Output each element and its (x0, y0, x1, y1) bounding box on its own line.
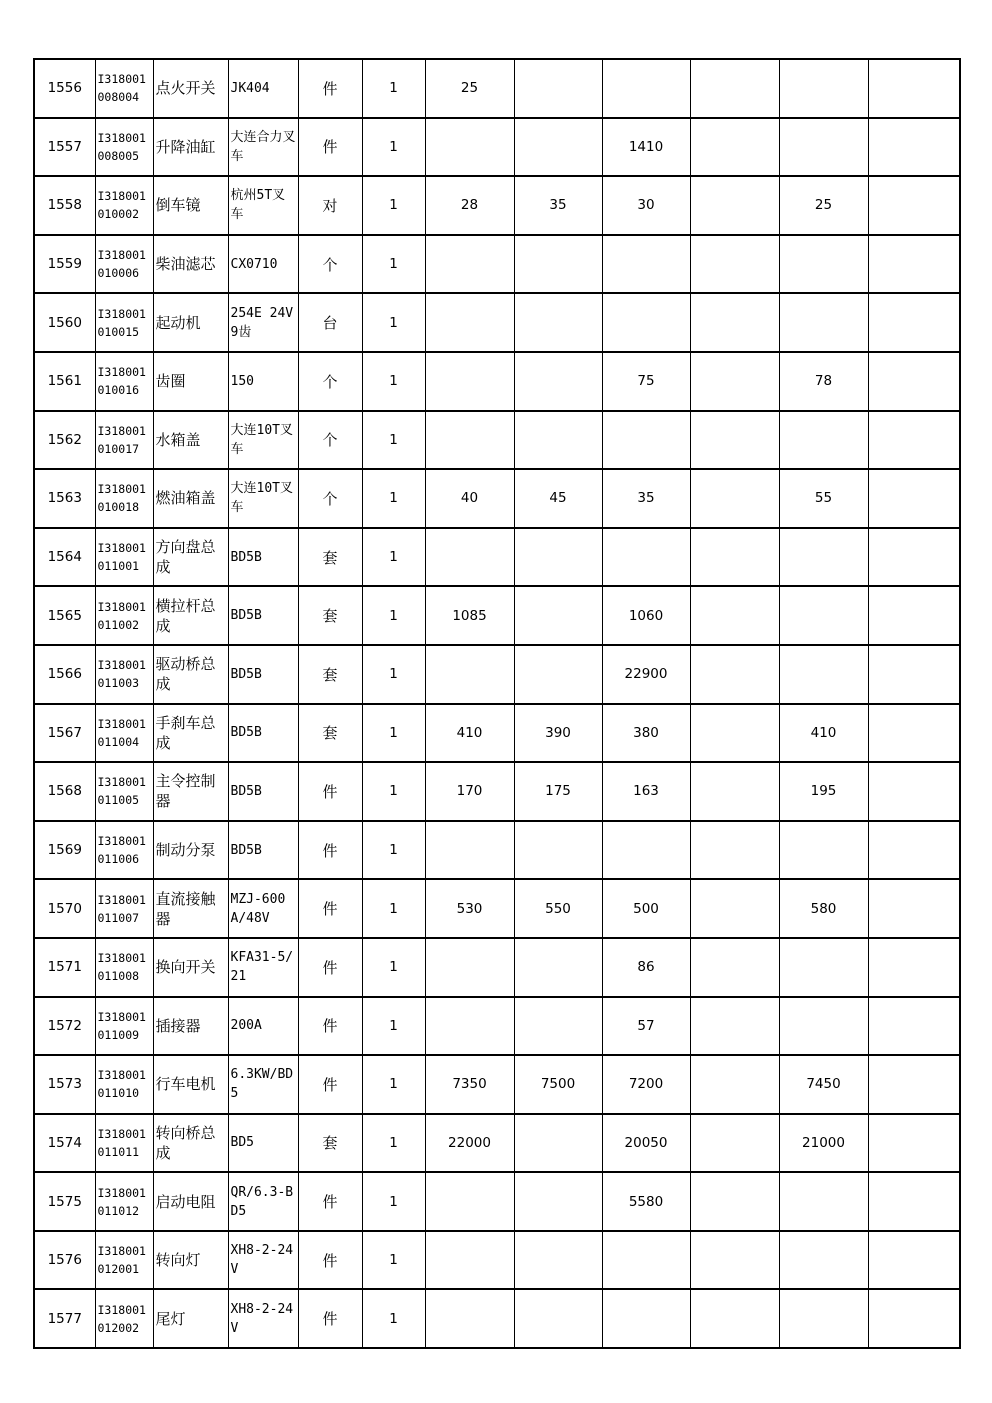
price-col-6 (868, 762, 960, 821)
price-col-4 (690, 1289, 779, 1348)
price-col-2 (514, 586, 602, 645)
item-unit: 个 (298, 411, 362, 470)
price-col-1: 40 (425, 469, 514, 528)
item-name: 换向开关 (153, 938, 228, 997)
item-model: BD5B (228, 704, 298, 763)
item-code: I318001010002 (95, 176, 153, 235)
price-col-4 (690, 176, 779, 235)
item-quantity: 1 (362, 821, 425, 880)
table-row (34, 352, 960, 411)
price-col-2 (514, 235, 602, 294)
price-col-6 (868, 1289, 960, 1348)
row-number: 1561 (34, 352, 95, 411)
item-code: I318001011009 (95, 997, 153, 1056)
price-col-1 (425, 821, 514, 880)
item-name: 起动机 (153, 293, 228, 352)
item-unit: 件 (298, 1172, 362, 1231)
price-col-1 (425, 293, 514, 352)
price-col-5: 410 (779, 704, 868, 763)
price-col-4 (690, 1055, 779, 1114)
item-unit: 件 (298, 762, 362, 821)
row-number: 1560 (34, 293, 95, 352)
table-row (34, 118, 960, 177)
price-col-6 (868, 1055, 960, 1114)
item-code: I318001008005 (95, 118, 153, 177)
row-number: 1564 (34, 528, 95, 587)
item-unit: 个 (298, 469, 362, 528)
price-col-5: 21000 (779, 1114, 868, 1173)
price-col-4 (690, 1231, 779, 1290)
price-col-3: 22900 (602, 645, 690, 704)
row-number: 1576 (34, 1231, 95, 1290)
price-col-1: 530 (425, 879, 514, 938)
price-col-5 (779, 938, 868, 997)
item-unit: 件 (298, 59, 362, 118)
item-unit: 个 (298, 235, 362, 294)
table-row (34, 469, 960, 528)
price-col-4 (690, 411, 779, 470)
item-model: 大连10T叉车 (228, 411, 298, 470)
row-number: 1566 (34, 645, 95, 704)
price-col-5: 580 (779, 879, 868, 938)
item-quantity: 1 (362, 118, 425, 177)
price-col-1 (425, 997, 514, 1056)
price-col-6 (868, 469, 960, 528)
item-code: I318001011012 (95, 1172, 153, 1231)
price-col-1: 22000 (425, 1114, 514, 1173)
item-name: 方向盘总成 (153, 528, 228, 587)
price-col-3 (602, 59, 690, 118)
price-col-6 (868, 704, 960, 763)
item-model: BD5 (228, 1114, 298, 1173)
row-number: 1575 (34, 1172, 95, 1231)
item-name: 升降油缸 (153, 118, 228, 177)
item-model: BD5B (228, 821, 298, 880)
price-col-3: 75 (602, 352, 690, 411)
row-number: 1572 (34, 997, 95, 1056)
price-col-1 (425, 1231, 514, 1290)
item-quantity: 1 (362, 411, 425, 470)
item-code: I318001010018 (95, 469, 153, 528)
price-col-1 (425, 411, 514, 470)
table-row (34, 879, 960, 938)
item-code: I318001011007 (95, 879, 153, 938)
item-model: MZJ-600A/48V (228, 879, 298, 938)
price-col-2 (514, 1172, 602, 1231)
item-model: BD5B (228, 762, 298, 821)
item-model: 150 (228, 352, 298, 411)
price-col-4 (690, 235, 779, 294)
item-code: I318001010017 (95, 411, 153, 470)
price-col-3: 380 (602, 704, 690, 763)
price-col-5 (779, 118, 868, 177)
price-col-4 (690, 821, 779, 880)
price-col-1: 170 (425, 762, 514, 821)
item-model: XH8-2-24V (228, 1231, 298, 1290)
price-col-5 (779, 1289, 868, 1348)
price-col-4 (690, 997, 779, 1056)
item-name: 水箱盖 (153, 411, 228, 470)
price-col-3: 1060 (602, 586, 690, 645)
price-col-1: 28 (425, 176, 514, 235)
price-col-1 (425, 235, 514, 294)
item-code: I318001010015 (95, 293, 153, 352)
table-row (34, 704, 960, 763)
item-quantity: 1 (362, 59, 425, 118)
table-row (34, 645, 960, 704)
price-col-4 (690, 59, 779, 118)
item-unit: 件 (298, 879, 362, 938)
price-col-6 (868, 118, 960, 177)
price-col-2 (514, 293, 602, 352)
item-model: BD5B (228, 586, 298, 645)
item-model: QR/6.3-BD5 (228, 1172, 298, 1231)
price-col-4 (690, 118, 779, 177)
item-unit: 个 (298, 352, 362, 411)
price-col-4 (690, 762, 779, 821)
item-name: 转向桥总成 (153, 1114, 228, 1173)
item-model: 杭州5T叉车 (228, 176, 298, 235)
item-quantity: 1 (362, 1172, 425, 1231)
item-code: I318001012001 (95, 1231, 153, 1290)
price-col-3 (602, 293, 690, 352)
item-name: 倒车镜 (153, 176, 228, 235)
row-number: 1571 (34, 938, 95, 997)
price-col-2 (514, 528, 602, 587)
price-col-2 (514, 118, 602, 177)
item-unit: 件 (298, 118, 362, 177)
price-col-4 (690, 528, 779, 587)
item-code: I318001011006 (95, 821, 153, 880)
item-quantity: 1 (362, 1055, 425, 1114)
price-col-6 (868, 1172, 960, 1231)
price-col-5: 195 (779, 762, 868, 821)
table-row (34, 762, 960, 821)
price-col-6 (868, 879, 960, 938)
table-row (34, 938, 960, 997)
item-unit: 对 (298, 176, 362, 235)
price-col-6 (868, 352, 960, 411)
item-quantity: 1 (362, 1114, 425, 1173)
row-number: 1565 (34, 586, 95, 645)
item-name: 横拉杆总成 (153, 586, 228, 645)
item-unit: 台 (298, 293, 362, 352)
item-code: I318001011001 (95, 528, 153, 587)
item-model: 大连10T叉车 (228, 469, 298, 528)
price-col-4 (690, 293, 779, 352)
item-quantity: 1 (362, 235, 425, 294)
row-number: 1557 (34, 118, 95, 177)
price-col-3: 20050 (602, 1114, 690, 1173)
price-col-4 (690, 1114, 779, 1173)
price-col-2: 390 (514, 704, 602, 763)
price-col-6 (868, 411, 960, 470)
price-col-2 (514, 1231, 602, 1290)
item-name: 主令控制器 (153, 762, 228, 821)
item-quantity: 1 (362, 704, 425, 763)
price-col-6 (868, 176, 960, 235)
price-col-5: 25 (779, 176, 868, 235)
price-col-3 (602, 821, 690, 880)
row-number: 1563 (34, 469, 95, 528)
item-unit: 套 (298, 586, 362, 645)
price-col-3: 500 (602, 879, 690, 938)
price-col-1 (425, 352, 514, 411)
price-col-3: 1410 (602, 118, 690, 177)
price-col-1 (425, 1172, 514, 1231)
price-col-2 (514, 1289, 602, 1348)
item-code: I318001011002 (95, 586, 153, 645)
price-col-1 (425, 528, 514, 587)
price-col-4 (690, 469, 779, 528)
price-col-2: 7500 (514, 1055, 602, 1114)
price-col-1 (425, 1289, 514, 1348)
row-number: 1574 (34, 1114, 95, 1173)
table-row (34, 59, 960, 118)
item-unit: 套 (298, 528, 362, 587)
price-col-6 (868, 235, 960, 294)
price-col-6 (868, 528, 960, 587)
price-col-5 (779, 586, 868, 645)
item-name: 燃油箱盖 (153, 469, 228, 528)
item-model: 6.3KW/BD5 (228, 1055, 298, 1114)
item-name: 启动电阻 (153, 1172, 228, 1231)
item-name: 制动分泵 (153, 821, 228, 880)
price-col-6 (868, 997, 960, 1056)
parts-price-table (33, 58, 961, 1349)
row-number: 1562 (34, 411, 95, 470)
price-col-6 (868, 293, 960, 352)
price-col-4 (690, 586, 779, 645)
price-col-1: 7350 (425, 1055, 514, 1114)
item-quantity: 1 (362, 938, 425, 997)
row-number: 1567 (34, 704, 95, 763)
price-col-2: 45 (514, 469, 602, 528)
table-row (34, 821, 960, 880)
price-col-6 (868, 821, 960, 880)
price-col-3: 5580 (602, 1172, 690, 1231)
item-code: I318001012002 (95, 1289, 153, 1348)
price-col-2: 175 (514, 762, 602, 821)
row-number: 1559 (34, 235, 95, 294)
price-col-2 (514, 352, 602, 411)
price-col-5: 78 (779, 352, 868, 411)
item-quantity: 1 (362, 176, 425, 235)
table-row (34, 528, 960, 587)
price-col-1 (425, 118, 514, 177)
item-quantity: 1 (362, 528, 425, 587)
price-col-1 (425, 938, 514, 997)
price-col-5: 55 (779, 469, 868, 528)
row-number: 1577 (34, 1289, 95, 1348)
price-col-5 (779, 1231, 868, 1290)
price-col-3 (602, 235, 690, 294)
item-name: 点火开关 (153, 59, 228, 118)
price-col-1: 1085 (425, 586, 514, 645)
item-quantity: 1 (362, 469, 425, 528)
item-quantity: 1 (362, 1289, 425, 1348)
item-unit: 件 (298, 938, 362, 997)
row-number: 1568 (34, 762, 95, 821)
price-col-5 (779, 1172, 868, 1231)
item-model: KFA31-5/21 (228, 938, 298, 997)
price-col-1: 410 (425, 704, 514, 763)
price-col-5 (779, 997, 868, 1056)
price-col-5 (779, 645, 868, 704)
item-model: BD5B (228, 645, 298, 704)
item-name: 尾灯 (153, 1289, 228, 1348)
price-col-3 (602, 528, 690, 587)
row-number: 1556 (34, 59, 95, 118)
price-col-3: 30 (602, 176, 690, 235)
table-row (34, 1114, 960, 1173)
item-quantity: 1 (362, 586, 425, 645)
item-unit: 套 (298, 704, 362, 763)
price-col-3: 7200 (602, 1055, 690, 1114)
price-col-5 (779, 293, 868, 352)
item-model: 200A (228, 997, 298, 1056)
price-col-2 (514, 821, 602, 880)
price-col-4 (690, 938, 779, 997)
price-col-5 (779, 821, 868, 880)
price-col-3: 163 (602, 762, 690, 821)
price-col-5 (779, 411, 868, 470)
price-col-3: 57 (602, 997, 690, 1056)
table-row (34, 997, 960, 1056)
price-col-5 (779, 235, 868, 294)
item-model: CX0710 (228, 235, 298, 294)
price-col-3: 35 (602, 469, 690, 528)
price-col-2: 35 (514, 176, 602, 235)
table-row (34, 586, 960, 645)
item-unit: 件 (298, 1289, 362, 1348)
item-quantity: 1 (362, 762, 425, 821)
item-code: I318001011011 (95, 1114, 153, 1173)
price-col-2 (514, 411, 602, 470)
item-code: I318001011004 (95, 704, 153, 763)
row-number: 1558 (34, 176, 95, 235)
price-col-2 (514, 997, 602, 1056)
table-row (34, 1055, 960, 1114)
item-unit: 件 (298, 821, 362, 880)
price-col-2: 550 (514, 879, 602, 938)
item-code: I318001011010 (95, 1055, 153, 1114)
item-quantity: 1 (362, 997, 425, 1056)
item-code: I318001011005 (95, 762, 153, 821)
price-col-1: 25 (425, 59, 514, 118)
item-quantity: 1 (362, 645, 425, 704)
price-col-3 (602, 1289, 690, 1348)
item-code: I318001011008 (95, 938, 153, 997)
item-model: BD5B (228, 528, 298, 587)
price-col-4 (690, 879, 779, 938)
price-col-3 (602, 1231, 690, 1290)
table-row (34, 1289, 960, 1348)
table-row (34, 176, 960, 235)
item-name: 直流接触器 (153, 879, 228, 938)
price-col-3 (602, 411, 690, 470)
price-col-5 (779, 59, 868, 118)
price-col-2 (514, 938, 602, 997)
price-col-4 (690, 352, 779, 411)
price-col-6 (868, 1231, 960, 1290)
price-col-4 (690, 1172, 779, 1231)
price-col-6 (868, 938, 960, 997)
item-code: I318001011003 (95, 645, 153, 704)
price-col-6 (868, 645, 960, 704)
item-model: XH8-2-24V (228, 1289, 298, 1348)
item-unit: 件 (298, 997, 362, 1056)
row-number: 1569 (34, 821, 95, 880)
price-col-5: 7450 (779, 1055, 868, 1114)
item-name: 插接器 (153, 997, 228, 1056)
price-col-5 (779, 528, 868, 587)
item-code: I318001010016 (95, 352, 153, 411)
item-name: 转向灯 (153, 1231, 228, 1290)
table-row (34, 1231, 960, 1290)
item-quantity: 1 (362, 1231, 425, 1290)
item-model: JK404 (228, 59, 298, 118)
item-name: 齿圈 (153, 352, 228, 411)
price-col-6 (868, 1114, 960, 1173)
item-name: 手刹车总成 (153, 704, 228, 763)
price-col-1 (425, 645, 514, 704)
item-unit: 套 (298, 645, 362, 704)
item-name: 驱动桥总成 (153, 645, 228, 704)
price-col-2 (514, 59, 602, 118)
item-code: I318001010006 (95, 235, 153, 294)
row-number: 1570 (34, 879, 95, 938)
item-name: 行车电机 (153, 1055, 228, 1114)
price-col-6 (868, 59, 960, 118)
item-model: 大连合力叉车 (228, 118, 298, 177)
item-code: I318001008004 (95, 59, 153, 118)
item-quantity: 1 (362, 293, 425, 352)
price-col-4 (690, 645, 779, 704)
price-col-2 (514, 1114, 602, 1173)
price-col-6 (868, 586, 960, 645)
table-row (34, 1172, 960, 1231)
item-unit: 件 (298, 1231, 362, 1290)
table-row (34, 235, 960, 294)
item-quantity: 1 (362, 352, 425, 411)
item-name: 柴油滤芯 (153, 235, 228, 294)
item-model: 254E 24V 9齿 (228, 293, 298, 352)
table-row (34, 411, 960, 470)
item-quantity: 1 (362, 879, 425, 938)
price-col-4 (690, 704, 779, 763)
price-col-2 (514, 645, 602, 704)
row-number: 1573 (34, 1055, 95, 1114)
price-col-3: 86 (602, 938, 690, 997)
table-row (34, 293, 960, 352)
item-unit: 件 (298, 1055, 362, 1114)
item-unit: 套 (298, 1114, 362, 1173)
